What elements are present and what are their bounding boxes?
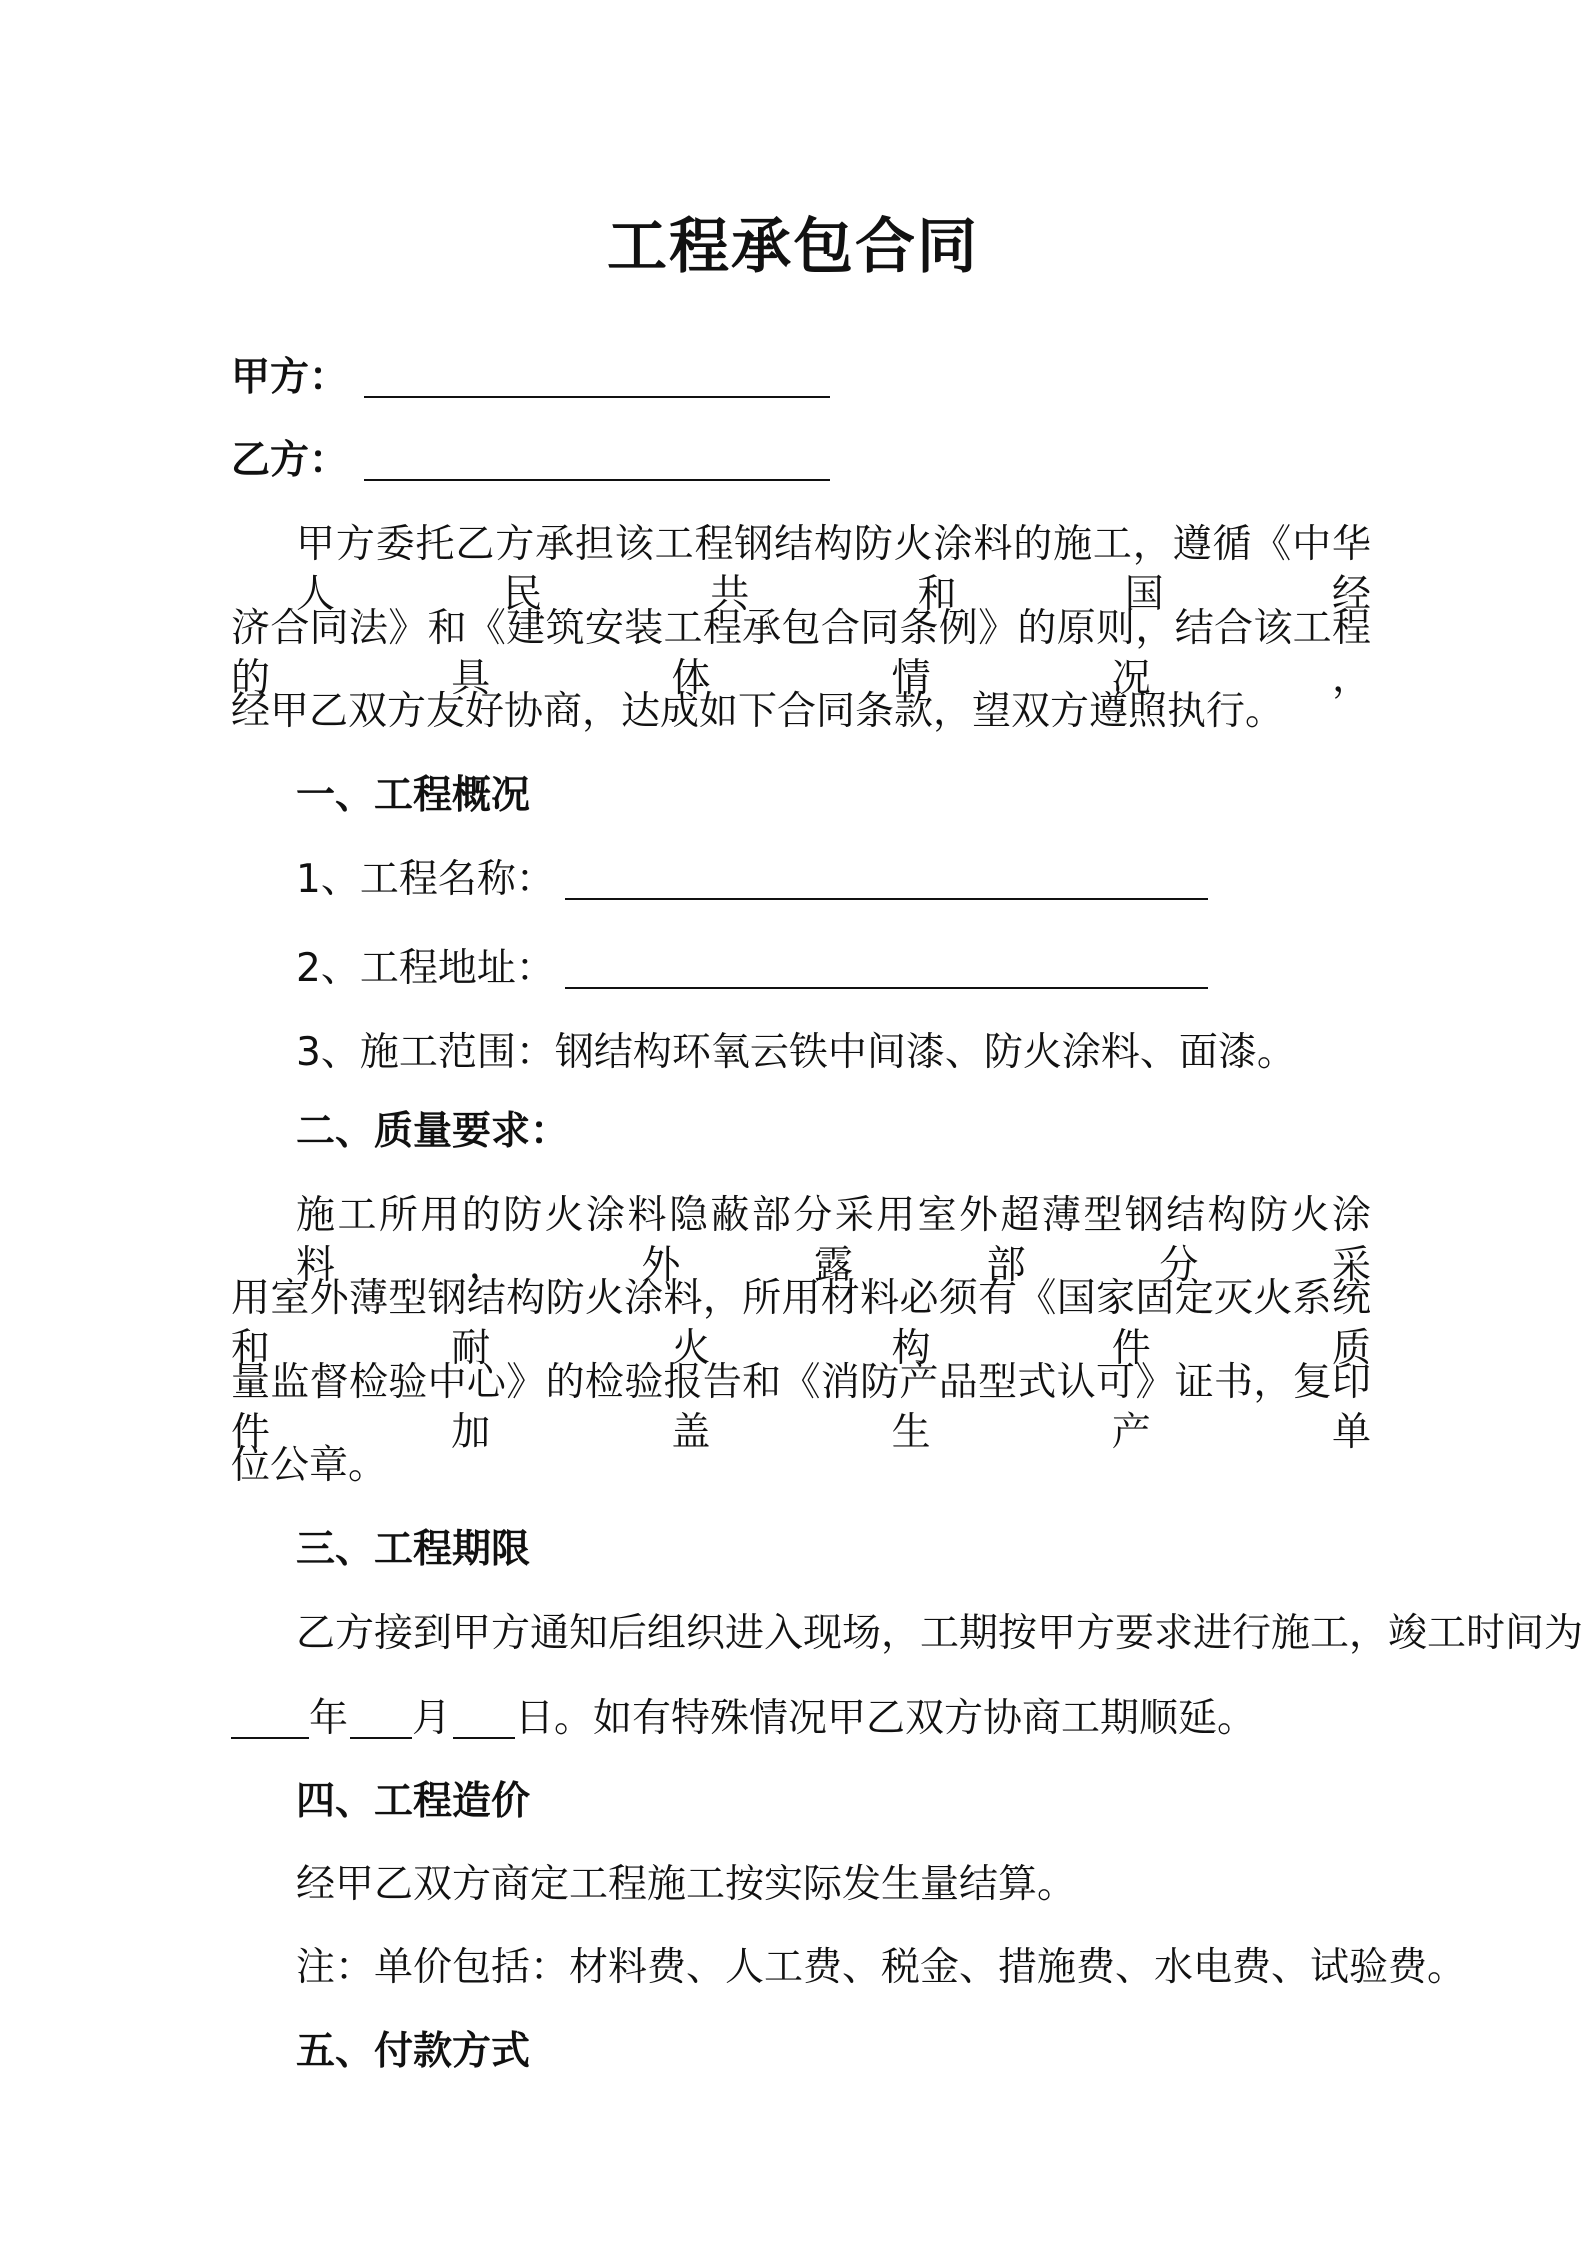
party-a-blank[interactable] <box>364 358 830 398</box>
project-address-blank[interactable] <box>565 949 1208 989</box>
section-heading: 四、工程造价 <box>296 1779 531 1824</box>
project-address-row <box>296 944 1371 994</box>
cost-line: 经甲乙双方商定工程施工按实际发生量结算。 <box>296 1862 1077 1907</box>
party-a-row <box>231 353 1371 403</box>
completion-date-row <box>231 1694 1371 1744</box>
quality-line: 施工所用的防火涂料隐蔽部分采用室外超薄型钢结构防火涂料，外露部分采 <box>296 1193 1371 1288</box>
intro-line: 甲方委托乙方承担该工程钢结构防火涂料的施工，遵循《中华人民共和国经 <box>296 522 1371 617</box>
cost-note: 注：单价包括：材料费、人工费、税金、措施费、水电费、试验费。 <box>296 1945 1467 1990</box>
document-title: 工程承包合同 <box>607 212 979 282</box>
year-blank[interactable] <box>231 1699 309 1739</box>
day-text: 日。如有特殊情况甲乙双方协商工期顺延。 <box>515 1696 1257 1741</box>
party-b-label: 乙方： <box>231 438 349 483</box>
period-line: 乙方接到甲方通知后组织进入现场，工期按甲方要求进行施工，竣工时间为 <box>296 1611 1584 1656</box>
section-heading: 三、工程期限 <box>296 1527 531 1572</box>
intro-line: 经甲乙双方友好协商，达成如下合同条款，望双方遵照执行。 <box>231 689 1285 734</box>
project-address-label: 2、工程地址： <box>296 946 555 991</box>
quality-line: 量监督检验中心》的检验报告和《消防产品型式认可》证书，复印件加盖生产单 <box>231 1360 1371 1455</box>
project-name-row <box>296 855 1371 905</box>
section-heading: 五、付款方式 <box>296 2029 531 2074</box>
quality-line: 用室外薄型钢结构防火涂料，所用材料必须有《国家固定灭火系统和耐火构件质 <box>231 1276 1371 1371</box>
party-a-label: 甲方： <box>231 355 349 400</box>
day-blank[interactable] <box>453 1699 515 1739</box>
month-blank[interactable] <box>350 1699 412 1739</box>
quality-line: 位公章。 <box>231 1443 388 1488</box>
scope-item: 3、施工范围：钢结构环氧云铁中间漆、防火涂料、面漆。 <box>296 1030 1296 1075</box>
year-label: 年 <box>309 1696 349 1741</box>
section-heading: 二、质量要求： <box>296 1109 570 1154</box>
section-heading: 一、工程概况 <box>296 773 531 818</box>
party-b-blank[interactable] <box>364 441 830 481</box>
month-label: 月 <box>412 1696 452 1741</box>
project-name-blank[interactable] <box>565 860 1208 900</box>
party-b-row <box>231 436 1371 486</box>
intro-line: 济合同法》和《建筑安装工程承包合同条例》的原则，结合该工程的具体情况， <box>231 606 1371 701</box>
project-name-label: 1、工程名称： <box>296 857 555 902</box>
